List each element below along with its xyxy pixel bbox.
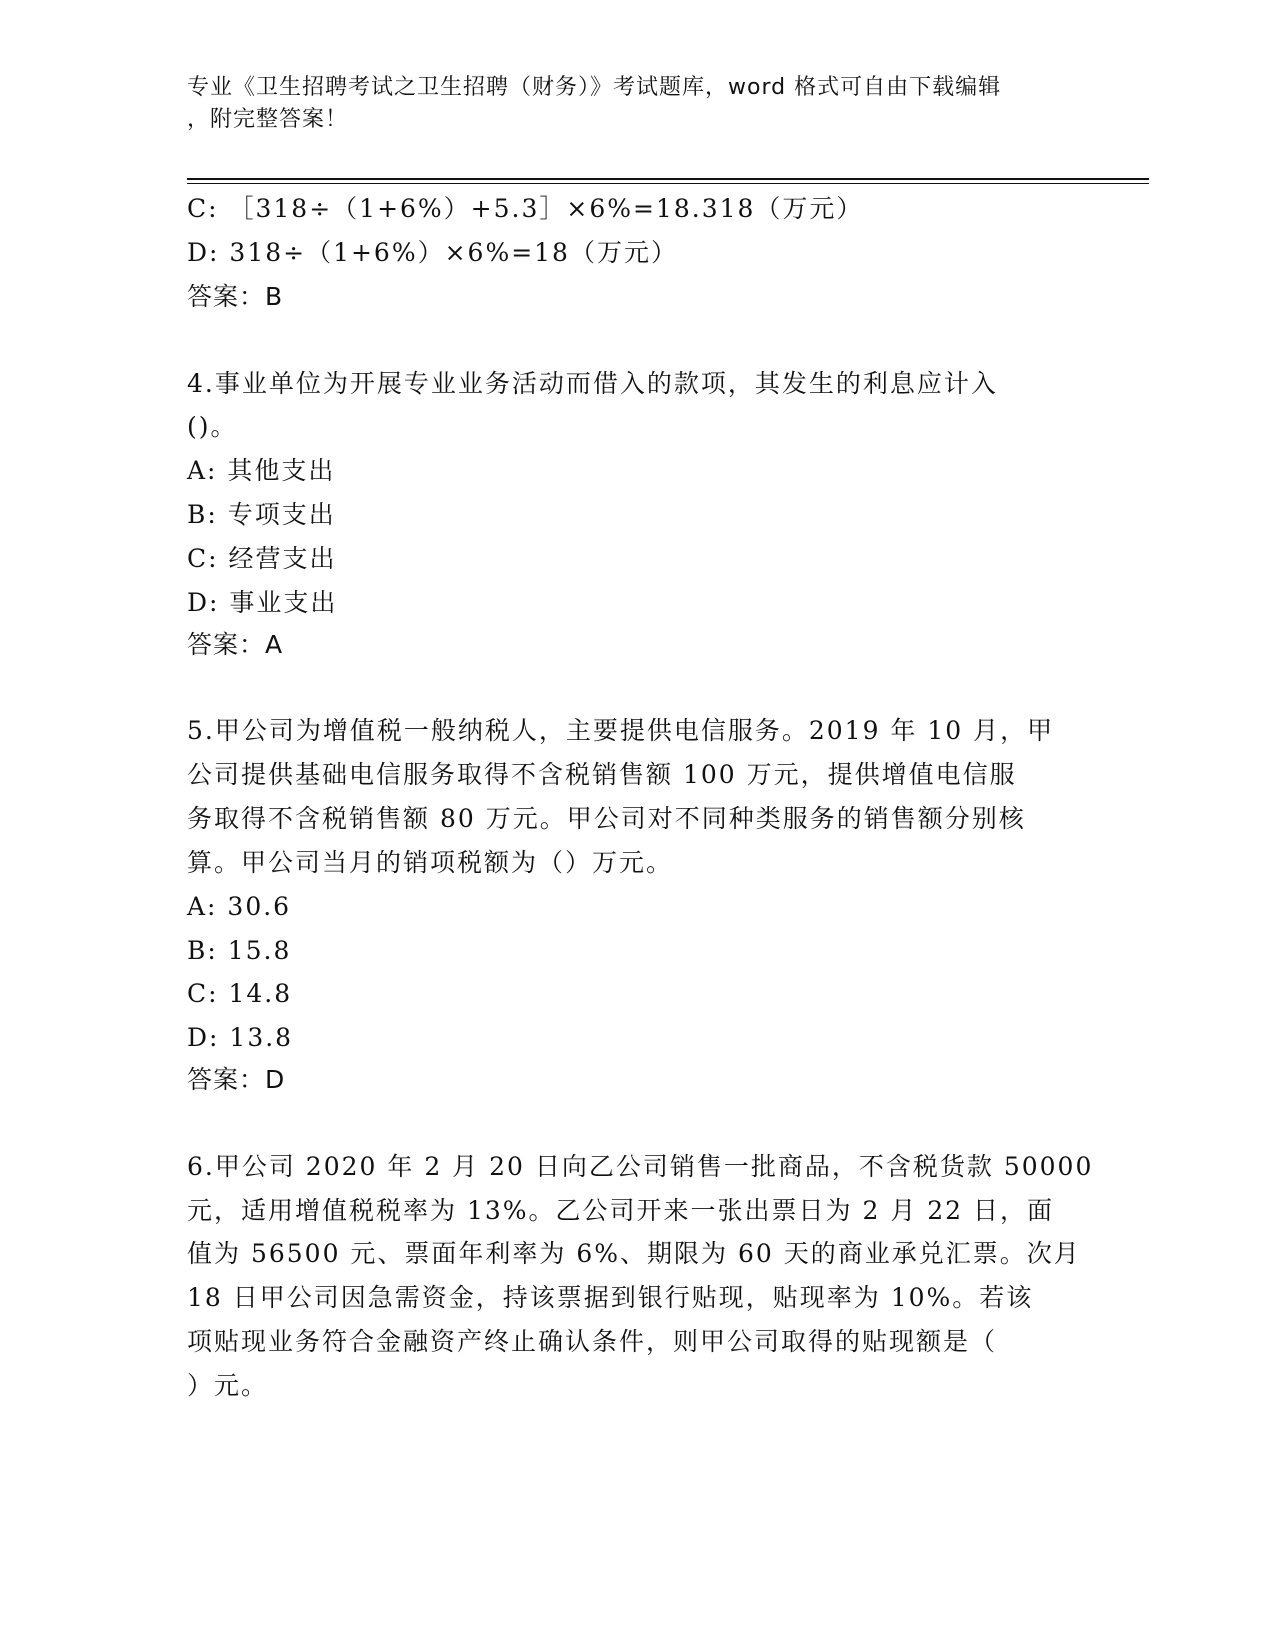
q6-stem-line-2: 元，适用增值税税率为 13%。乙公司开来一张出票日为 2 月 22 日，面	[187, 1196, 1055, 1225]
q4-option-b: B: 专项支出	[187, 500, 336, 529]
q4-option-d: D: 事业支出	[187, 588, 338, 617]
q5-option-d: D: 13.8	[187, 1023, 294, 1052]
q4-stem-line-1: 4.事业单位为开展专业业务活动而借入的款项，其发生的利息应计入	[187, 369, 998, 398]
q4-answer: 答案：A	[187, 630, 284, 659]
q4-option-c: C: 经营支出	[187, 544, 337, 573]
header-line-1: 专业《卫生招聘考试之卫生招聘（财务）》考试题库，word 格式可自由下载编辑	[187, 75, 1002, 100]
q6-stem-line-6: ）元。	[187, 1371, 269, 1400]
q4-option-a: A: 其他支出	[187, 456, 336, 485]
q3-option-c: C: ［318÷（1+6%）+5.3］×6%=18.318（万元）	[187, 194, 864, 223]
q6-stem-line-4: 18 日甲公司因急需资金，持该票据到银行贴现，贴现率为 10%。若该	[187, 1283, 1034, 1312]
q5-option-b: B: 15.8	[187, 936, 292, 965]
q6-stem-line-1: 6.甲公司 2020 年 2 月 20 日向乙公司销售一批商品，不含税货款 50000	[187, 1152, 1094, 1181]
q3-option-d: D: 318÷（1+6%）×6%=18（万元）	[187, 238, 678, 267]
header-divider-thin	[187, 183, 1149, 184]
header-divider-thick	[187, 178, 1149, 180]
q4-stem-line-2: ()。	[187, 412, 238, 441]
q6-stem-line-3: 值为 56500 元、票面年利率为 6%、期限为 60 天的商业承兑汇票。次月	[187, 1239, 1081, 1268]
document-header	[187, 72, 1087, 136]
q5-option-a: A: 30.6	[187, 892, 292, 921]
q5-stem-line-2: 公司提供基础电信服务取得不含税销售额 100 万元，提供增值电信服	[187, 760, 1017, 789]
q5-stem-line-3: 务取得不含税销售额 80 万元。甲公司对不同种类服务的销售额分别核	[187, 804, 1026, 833]
q6-stem-line-5: 项贴现业务符合金融资产终止确认条件，则甲公司取得的贴现额是（	[187, 1327, 998, 1356]
q3-answer: 答案：B	[187, 282, 284, 311]
q5-answer: 答案：D	[187, 1065, 286, 1094]
q5-option-c: C: 14.8	[187, 979, 293, 1008]
header-line-2: ，附完整答案！	[187, 107, 349, 132]
q5-stem-line-1: 5.甲公司为增值税一般纳税人，主要提供电信服务。2019 年 10 月，甲	[187, 716, 1055, 745]
q5-stem-line-4: 算。甲公司当月的销项税额为（）万元。	[187, 848, 674, 877]
